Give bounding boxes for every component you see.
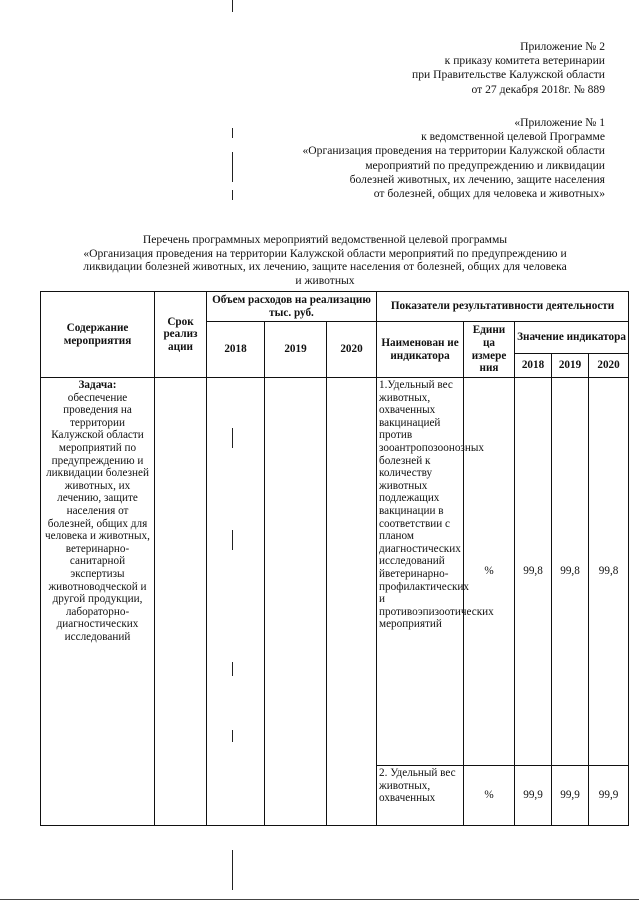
indicator-value-2020: 99,9 — [589, 766, 629, 826]
task-cell — [41, 378, 155, 826]
list-title-line: «Организация проведения на территории Калужской области мероприятий по предупреждению и — [83, 246, 567, 260]
header-value-2020: 2020 — [589, 354, 629, 378]
task-text: обеспечение проведения на территории Калужской области мероприятий по предупреждению и ликвидации болезней животных, их лечению, защите населения от болезней, общих для человека и животных, ветеринарно-санитарной экспертизы животноводческой и другой продукции, лабораторно-диагностических исследований — [45, 391, 150, 643]
indicator-unit: % — [464, 766, 515, 826]
appendix-1-line: мероприятий по предупреждению и ликвидации — [365, 158, 605, 172]
scan-line — [232, 128, 233, 138]
indicator-value-2018: 99,8 — [515, 378, 552, 766]
scan-line — [232, 190, 233, 200]
header-year-2019: 2019 — [265, 322, 327, 378]
indicator-value-2018: 99,9 — [515, 766, 552, 826]
expense-2019-cell — [265, 378, 327, 826]
appendix-2-header — [412, 40, 605, 97]
header-indicator-name: Наименован ие индикатора — [377, 322, 464, 378]
indicator-name: 1.Удельный вес животных, охваченных вакцинацией против зооантропозоонозных болезней к количеству животных подлежащих вакцинации в соответствии с планом диагностических исследований йветеринарно-профилактических и противоэпизоотических мероприятий — [377, 378, 464, 766]
header-year-2018: 2018 — [207, 322, 265, 378]
term-cell — [155, 378, 207, 826]
header-content: Содержание мероприятия — [41, 292, 155, 378]
table-row — [41, 378, 629, 766]
appendix-1-header — [302, 116, 605, 201]
header-value-2018: 2018 — [515, 354, 552, 378]
list-title — [44, 233, 606, 287]
appendix-2-line: Приложение № 2 — [520, 40, 605, 53]
appendix-1-line: «Приложение № 1 — [514, 116, 605, 129]
appendix-1-line: болезней животных, их лечению, защите населения — [349, 172, 605, 186]
header-expenses: Объем расходов на реализацию тыс. руб. — [207, 292, 377, 322]
header-performance: Показатели результативности деятельности — [377, 292, 629, 322]
header-term: Срок реализ ации — [155, 292, 207, 378]
expense-2018-cell — [207, 378, 265, 826]
appendix-2-line: при Правительстве Калужской области — [412, 68, 605, 82]
appendix-1-line: от болезней, общих для человека и животных» — [373, 187, 605, 201]
header-value-2019: 2019 — [552, 354, 589, 378]
header-unit: Едини ца измере ния — [464, 322, 515, 378]
header-value: Значение индикатора — [515, 322, 629, 354]
task-label: Задача: — [78, 379, 117, 391]
header-year-2020: 2020 — [327, 322, 377, 378]
scan-line — [232, 0, 233, 12]
indicator-unit: % — [464, 378, 515, 766]
measures-table — [40, 291, 629, 826]
indicator-value-2019: 99,9 — [552, 766, 589, 826]
scan-line — [232, 152, 233, 182]
expense-2020-cell — [327, 378, 377, 826]
appendix-1-line: к ведомственной целевой Программе — [421, 130, 605, 144]
indicator-value-2020: 99,8 — [589, 378, 629, 766]
appendix-2-line: от 27 декабря 2018г. № 889 — [471, 82, 605, 96]
list-title-line: и животных — [295, 273, 355, 287]
appendix-1-line: «Организация проведения на территории Калужской области — [302, 144, 605, 158]
list-title-line: Перечень программных мероприятий ведомственной целевой программы — [142, 233, 508, 246]
scan-line — [232, 850, 233, 890]
indicator-value-2019: 99,8 — [552, 378, 589, 766]
list-title-line: ликвидации болезней животных, их лечению, защите населения от болезней, общих для человека — [83, 260, 567, 274]
indicator-name: 2. Удельный вес животных, охваченных — [377, 766, 464, 826]
scan-line — [0, 899, 639, 900]
appendix-2-line: к приказу комитета ветеринарии — [444, 54, 605, 68]
